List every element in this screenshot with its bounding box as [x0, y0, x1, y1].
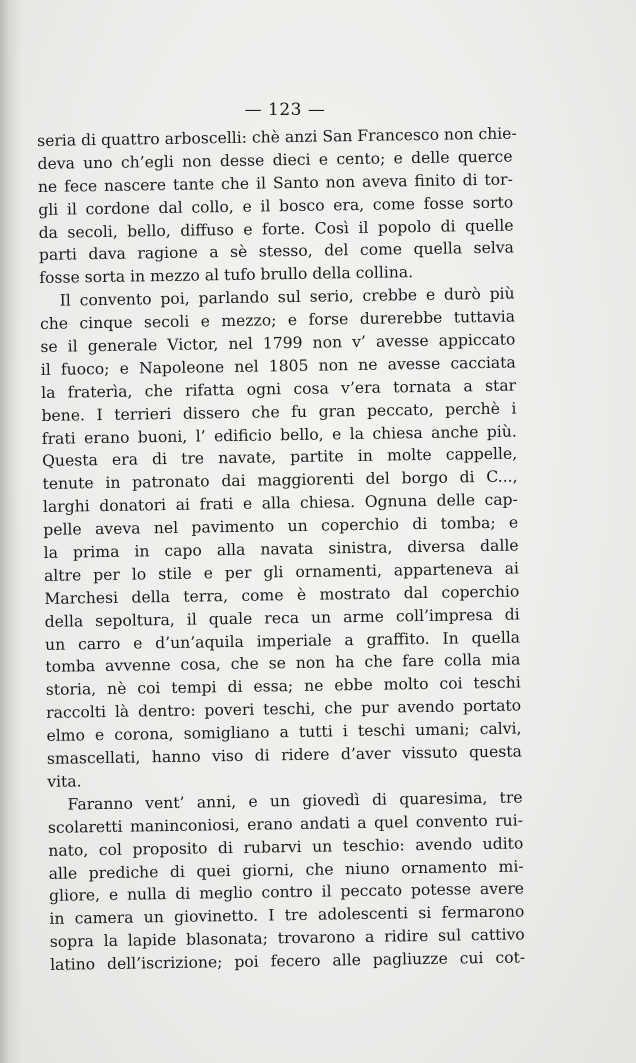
text-line: vita. — [47, 772, 82, 791]
text-line: scolaretti maninconiosi, erano andati a quel convento rui- — [47, 811, 524, 837]
binding-shadow — [0, 0, 22, 1063]
text-line: Faranno vent’ anni, e un giovedì di quaresima, tre — [67, 788, 523, 814]
text-line: altre per lo stile e per gli ornamenti, apparteneva ai — [43, 559, 520, 585]
text-line: un carro e d’un’aquila imperiale a graffito. In quella — [44, 628, 521, 654]
text-line: deva uno ch’egli non desse dieci e cento; e delle querce — [37, 147, 513, 173]
text-line: nato, col proposito di rubarvi un teschio: avendo udito — [48, 834, 524, 860]
text-line: Marchesi della terra, come è mostrato dal coperchio — [44, 582, 520, 608]
text-line: gli il cordone dal collo, e il bosco era, come fosse sorto — [38, 193, 514, 219]
text-line: ne fece nascere tante che il Santo non aveva finito di tor- — [37, 170, 513, 196]
text-line: gliore, e nulla di meglio contro il peccato potesse avere — [48, 879, 525, 906]
text-line: parti dava ragione a sè stesso, del come quella selva — [38, 238, 515, 265]
text-line: elmo e corona, somigliano a tutti i teschi umani; calvi, — [46, 719, 522, 746]
text-line: se il generale Victor, nel 1799 non v’ avesse appiccato — [40, 330, 516, 356]
text-line: che cinque secoli e mezzo; e forse durerebbe tuttavia — [39, 307, 516, 334]
text-line: fosse sorta in mezzo al tufo brullo della collina. — [39, 263, 414, 288]
body-text — [37, 123, 525, 977]
text-line: raccolti là dentro: poveri teschi, che pur avendo portato — [46, 696, 522, 723]
text-line: tenute in patronato dai maggiorenti del borgo di C..., — [42, 467, 518, 494]
text-line: storia, nè coi tempi di essa; ne ebbe molto coi teschi — [45, 673, 521, 700]
text-line: Il convento poi, parlando sul serio, crebbe e durò più — [59, 284, 515, 310]
text-line: alle prediche di quei giorni, che niuno ornamento mi- — [48, 856, 524, 883]
text-line: la fraterìa, che rifatta ogni cosa v’era tornata a star — [40, 376, 517, 402]
text-line: latino dell’iscrizione; poi fecero alle pagliuzze cui cot- — [49, 948, 526, 974]
text-line: frati erano buoni, l’ edificio bello, e la chiesa anche più. — [41, 422, 517, 448]
text-line: pelle aveva nel pavimento un coperchio di tomba; e — [43, 513, 519, 540]
text-line: il fuoco; e Napoleone nel 1805 non ne avesse cacciata — [40, 353, 516, 379]
text-line: della sepoltura, il quale reca un arme coll’impresa di — [44, 605, 520, 631]
text-line: Questa era di tre navate, partite in molte cappelle, — [42, 444, 518, 471]
text-line: tomba avvenne cosa, che se non ha che fare colla mia — [45, 650, 521, 677]
text-line: seria di quattro arboscelli: chè anzi San Francesco non chie- — [37, 124, 517, 150]
text-line: bene. I terrieri dissero che fu gran peccato, perchè i — [41, 399, 517, 425]
text-line: sopra la lapide blasonata; trovarono a ridire sul cattivo — [49, 925, 525, 952]
page-number: — 123 — — [244, 100, 326, 120]
text-line: la prima in capo alla navata sinistra, diversa dalle — [43, 536, 519, 562]
text-line: da secoli, bello, diffuso e forte. Così il popolo di quelle — [38, 216, 514, 242]
text-line: in camera un giovinetto. I tre adolescenti si fermarono — [49, 902, 525, 929]
text-line: smascellati, hanno viso di ridere d’aver vissuto questa — [46, 742, 522, 768]
text-line: larghi donatori ai frati e alla chiesa. Ognuna delle cap- — [42, 490, 519, 517]
